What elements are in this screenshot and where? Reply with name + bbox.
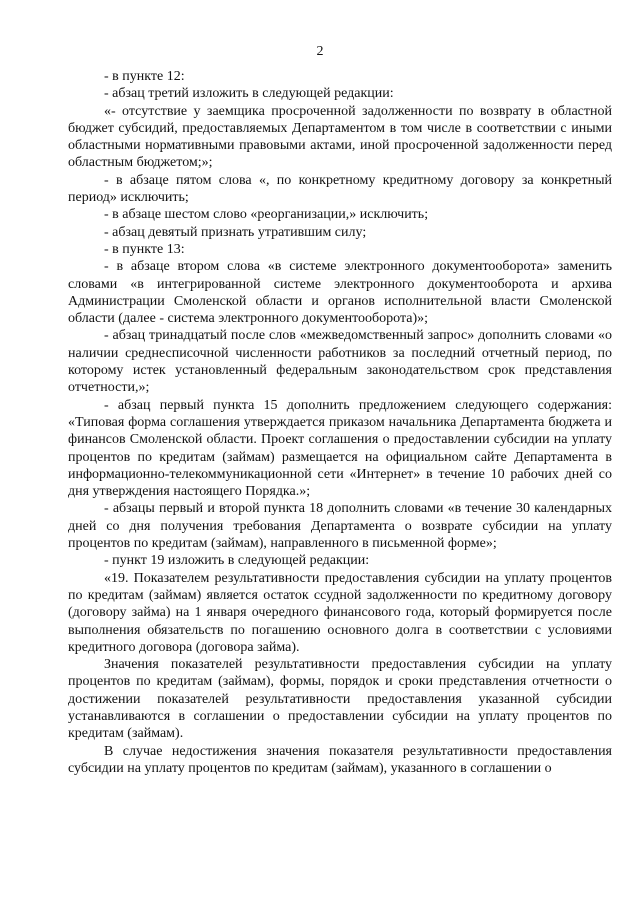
page-number: 2 <box>316 44 324 59</box>
paragraph: - в пункте 12: <box>104 69 185 84</box>
paragraph: - в абзаце втором слова «в системе электронного документооборота» заменить словами «в интегрированной системе электронного документооборота и архива Администрации Смоленской области и органов исполнительной власти Смоленской области (далее - система электронного документооборота)»; <box>68 259 612 327</box>
paragraph: - пункт 19 изложить в следующей редакции: <box>104 553 370 569</box>
paragraph: - в абзаце шестом слово «реорганизации,» исключить; <box>104 207 429 223</box>
paragraph: В случае недостижения значения показателя результативности предоставления субсидии на уплату процентов по кредитам (займам), указанного в соглашении о <box>68 743 612 776</box>
paragraph: - абзацы первый и второй пункта 18 дополнить словами «в течение 30 календарных дней со дня получения требования Департамента о возврате субсидии на уплату процентов по кредитам (займам), направленного в письменной форме»; <box>68 501 612 552</box>
paragraph: Значения показателей результативности предоставления субсидии на уплату процентов по кредитам (займам), формы, порядок и сроки представления отчетности о достижении показателей результативности предоставления указанной субсидии устанавливаются в соглашении о предоставлении субсидии на уплату процентов по кредитам (займам). <box>68 657 612 742</box>
paragraph: - в пункте 13: <box>104 241 185 257</box>
paragraph: «- отсутствие у заемщика просроченной задолженности по возврату в областной бюджет субсидий, предоставляемых Департаментом в том числе в соответствии с иными областными нормативными правовыми актами, иной просроченной задолженности перед областным бюджетом;»; <box>68 103 612 171</box>
paragraph: - в абзаце пятом слова «, по конкретному кредитному договору за конкретный период» исключить; <box>68 172 612 206</box>
paragraph: - абзац тринадцатый после слов «межведомственный запрос» дополнить словами «о наличии среднесписочной численности работников за последний отчетный период, по которому истек установленный федеральным законодательством срок представления отчетности,»; <box>68 328 612 396</box>
document-body <box>68 68 612 777</box>
paragraph: - абзац первый пункта 15 дополнить предложением следующего содержания: «Типовая форма соглашения утверждается приказом начальника Департамента бюджета и финансов Смоленской области. Проект соглашения о предоставлении субсидии на уплату процентов по кредитам (займам) размещается на официальном сайте Департамента в информационно-телекоммуникационной сети «Интернет» в течение 10 рабочих дней со дня утверждения настоящего Порядка.»; <box>68 397 612 500</box>
paragraph: - абзац девятый признать утратившим силу; <box>104 224 367 240</box>
paragraph: «19. Показателем результативности предоставления субсидии на уплату процентов по кредитам (займам) является остаток ссудной задолженности по кредитному договору (договору займа) на 1 января очередного финансового года, который формируется после выполнения обязательств по погашению основного долга в соответствии с условиями кредитного договора (договора займа). <box>68 570 612 655</box>
paragraph: - абзац третий изложить в следующей редакции: <box>104 86 394 102</box>
